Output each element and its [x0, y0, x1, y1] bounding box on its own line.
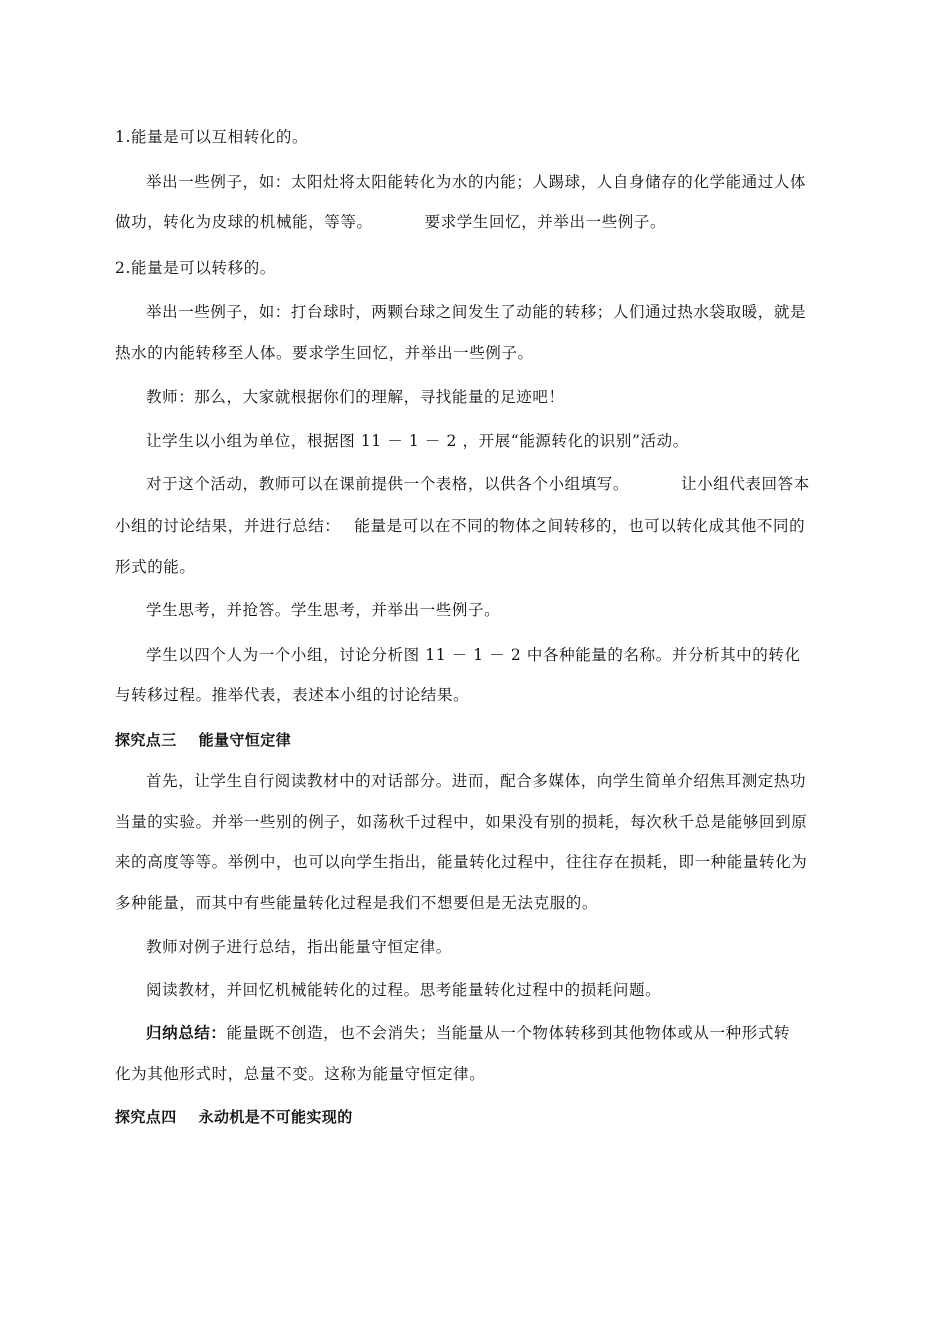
heading-number: 探究点四 [115, 1108, 177, 1126]
line-text: 要求学生回忆，并举出一些例子。 [424, 213, 667, 231]
point-2-title [115, 258, 276, 278]
line-text: 首先，让学生自行阅读教材中的对话部分。进而，配合多媒体，向学生简单介绍焦耳测定热功 [146, 772, 807, 790]
paragraph-line [146, 600, 500, 620]
paragraph-line [115, 1064, 485, 1084]
paragraph-line [115, 852, 807, 872]
paragraph-line [146, 387, 565, 407]
line-text: 能量既不创造，也不会消失；当能量从一个物体转移到其他物体或从一种形式转 [226, 1024, 791, 1042]
line-text: 学生以四个人为一个小组，讨论分析图 11 － 1 － 2 中各种能量的名称。并分析其中的转化 [146, 646, 801, 664]
line-text: 化为其他形式时，总量不变。这称为能量守恒定律。 [115, 1065, 486, 1083]
paragraph-line [115, 557, 196, 577]
line-text: 教师：那么，大家就根据你们的理解，寻找能量的足迹吧！ [146, 388, 565, 406]
paragraph-line [146, 645, 801, 665]
line-text: 让学生以小组为单位，根据图 11 － 1 － 2 ，开展“能源转化的识别”活动。 [146, 432, 689, 450]
line-text: 与转移过程。推举代表，表述本小组的讨论结果。 [115, 686, 470, 704]
paragraph-line [115, 685, 469, 705]
paragraph-line [146, 302, 806, 322]
line-text: 学生思考，并抢答。学生思考，并举出一些例子。 [146, 601, 501, 619]
paragraph-line [146, 980, 661, 1000]
line-text: 让小组代表回答本 [681, 475, 810, 493]
paragraph-line [146, 474, 810, 494]
paragraph-line [146, 172, 806, 192]
summary-line [146, 1023, 790, 1043]
line-text: 举出一些例子，如：太阳灶将太阳能转化为水的内能；人踢球，人自身储存的化学能通过人体 [146, 173, 807, 191]
paragraph-line [115, 343, 534, 363]
line-text: 当量的实验。并举一些别的例子，如荡秋千过程中，如果没有别的损耗，每次秋千总是能够回到原 [115, 813, 808, 831]
paragraph-line [115, 893, 598, 913]
line-text: 多种能量，而其中有些能量转化过程是我们不想要但是无法克服的。 [115, 894, 599, 912]
line-text: 热水的内能转移至人体。要求学生回忆，并举出一些例子。 [115, 344, 534, 362]
line-text: 做功，转化为皮球的机械能，等等。 [115, 213, 373, 231]
line-text: 举出一些例子，如：打台球时，两颗台球之间发生了动能的转移；人们通过热水袋取暖，就是 [146, 303, 807, 321]
paragraph-line [115, 516, 805, 536]
line-text: 形式的能。 [115, 558, 196, 576]
section-heading-4 [115, 1107, 353, 1127]
paragraph-line [115, 212, 666, 232]
line-text: 能量是可以在不同的物体之间转移的，也可以转化成其他不同的 [354, 517, 806, 535]
line-text: 2.能量是可以转移的。 [115, 259, 276, 277]
section-heading-3 [115, 730, 291, 750]
paragraph-line [146, 431, 689, 451]
line-text: 来的高度等等。举例中，也可以向学生指出，能量转化过程中，往往存在损耗，即一种能量转化为 [115, 853, 808, 871]
heading-number: 探究点三 [115, 731, 177, 749]
line-text: 阅读教材，并回忆机械能转化的过程。思考能量转化过程中的损耗问题。 [146, 981, 662, 999]
summary-label: 归纳总结： [146, 1024, 227, 1042]
paragraph-line [115, 812, 807, 832]
heading-title: 永动机是不可能实现的 [198, 1108, 353, 1126]
paragraph-line [146, 937, 452, 957]
point-1-title [115, 127, 308, 147]
line-text: 1.能量是可以互相转化的。 [115, 128, 309, 146]
line-text: 小组的讨论结果，并进行总结： [115, 517, 341, 535]
paragraph-line [146, 771, 806, 791]
line-text: 对于这个活动，教师可以在课前提供一个表格，以供各个小组填写。 [146, 475, 630, 493]
line-text: 教师对例子进行总结，指出能量守恒定律。 [146, 938, 452, 956]
heading-title: 能量守恒定律 [198, 731, 292, 749]
